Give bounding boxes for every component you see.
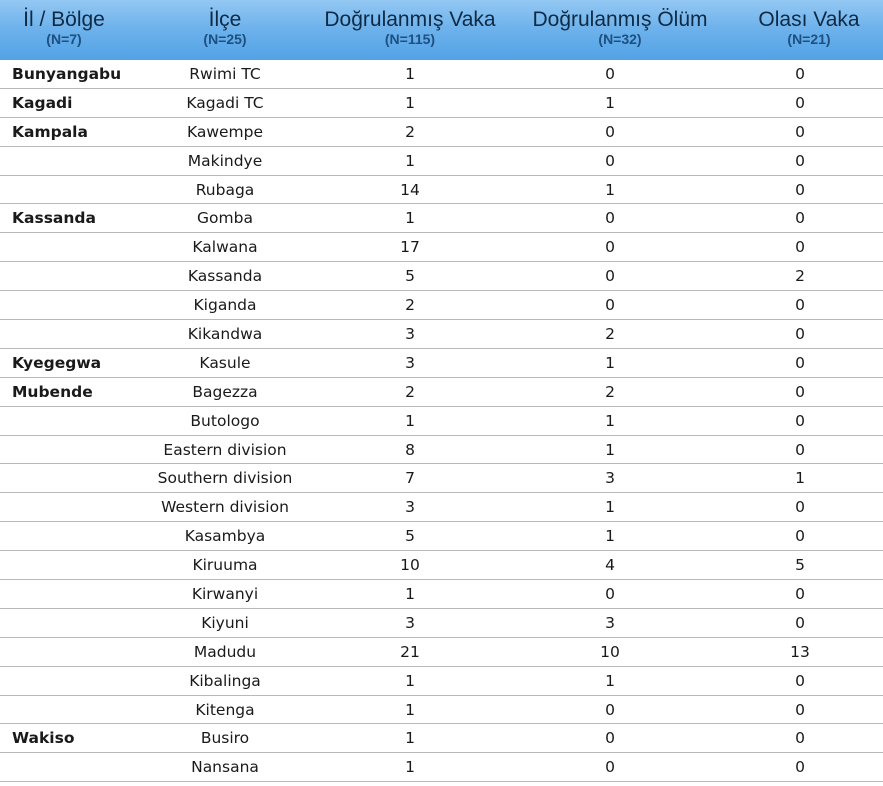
district-cell: Madudu <box>193 642 257 661</box>
confirmed-cases-cell: 1 <box>405 151 415 170</box>
table-row <box>0 89 883 118</box>
district-cell: Kiganda <box>193 296 257 315</box>
header-confirmed-deaths-title: Doğrulanmış Ölüm <box>532 8 708 31</box>
region-cell: Kampala <box>12 122 88 141</box>
table-row <box>0 233 883 262</box>
table-row <box>0 724 883 753</box>
header-confirmed-cases-count: (N=115) <box>384 31 436 47</box>
confirmed-deaths-cell: 1 <box>605 180 615 199</box>
table-row <box>0 464 883 493</box>
header-probable-cases-title: Olası Vaka <box>758 8 860 31</box>
confirmed-cases-cell: 1 <box>405 585 415 604</box>
confirmed-deaths-cell: 0 <box>605 296 615 315</box>
confirmed-deaths-cell: 0 <box>605 209 615 228</box>
probable-cases-cell: 0 <box>795 209 805 228</box>
table-row <box>0 522 883 551</box>
confirmed-cases-cell: 3 <box>405 325 415 344</box>
confirmed-cases-cell: 10 <box>400 556 420 575</box>
region-cell: Kassanda <box>12 209 96 228</box>
probable-cases-cell: 0 <box>795 613 805 632</box>
table-row <box>0 609 883 638</box>
probable-cases-cell: 0 <box>795 151 805 170</box>
confirmed-cases-cell: 2 <box>405 122 415 141</box>
confirmed-deaths-cell: 0 <box>605 267 615 286</box>
table-row <box>0 262 883 291</box>
table-row <box>0 291 883 320</box>
district-cell: Kirwanyi <box>191 585 259 604</box>
district-cell: Nansana <box>191 758 259 777</box>
confirmed-deaths-cell: 0 <box>605 122 615 141</box>
table-row <box>0 349 883 378</box>
confirmed-cases-cell: 5 <box>405 267 415 286</box>
table-row <box>0 696 883 725</box>
header-region-count: (N=7) <box>46 31 82 47</box>
confirmed-cases-cell: 2 <box>405 382 415 401</box>
header-confirmed-cases <box>300 0 520 60</box>
district-cell: Rwimi TC <box>189 65 261 83</box>
table-row <box>0 60 883 89</box>
probable-cases-cell: 13 <box>790 642 810 661</box>
district-cell: Kasule <box>199 353 251 372</box>
district-cell: Kalwana <box>192 238 258 257</box>
probable-cases-cell: 0 <box>795 498 805 517</box>
region-cell: Wakiso <box>12 729 75 748</box>
header-confirmed-deaths <box>510 0 730 60</box>
probable-cases-cell: 5 <box>795 556 805 575</box>
probable-cases-cell: 2 <box>795 267 805 286</box>
confirmed-deaths-cell: 0 <box>605 729 615 748</box>
confirmed-deaths-cell: 0 <box>605 151 615 170</box>
confirmed-cases-cell: 1 <box>405 700 415 719</box>
table-row <box>0 638 883 667</box>
probable-cases-cell: 0 <box>795 238 805 257</box>
district-cell: Busiro <box>200 729 250 748</box>
table-header <box>0 0 883 60</box>
confirmed-deaths-cell: 4 <box>605 556 615 575</box>
probable-cases-cell: 0 <box>795 700 805 719</box>
confirmed-cases-cell: 1 <box>405 209 415 228</box>
district-cell: Gomba <box>197 209 253 228</box>
confirmed-deaths-cell: 1 <box>605 498 615 517</box>
confirmed-deaths-cell: 2 <box>605 325 615 344</box>
table-row <box>0 378 883 407</box>
district-cell: Kiruuma <box>192 556 258 575</box>
confirmed-cases-cell: 3 <box>405 498 415 517</box>
confirmed-cases-cell: 1 <box>405 411 415 430</box>
confirmed-cases-cell: 7 <box>405 469 415 488</box>
header-confirmed-cases-title: Doğrulanmış Vaka <box>324 8 496 31</box>
probable-cases-cell: 0 <box>795 758 805 777</box>
header-probable-cases <box>735 0 883 60</box>
confirmed-cases-cell: 1 <box>405 758 415 777</box>
region-cell: Kagadi <box>12 93 73 112</box>
probable-cases-cell: 0 <box>795 440 805 459</box>
region-cell: Mubende <box>12 382 93 401</box>
region-cell: Kyegegwa <box>12 353 102 372</box>
probable-cases-cell: 0 <box>795 382 805 401</box>
district-cell: Bagezza <box>192 382 258 401</box>
confirmed-cases-cell: 3 <box>405 613 415 632</box>
confirmed-cases-cell: 2 <box>405 296 415 315</box>
confirmed-deaths-cell: 1 <box>605 411 615 430</box>
confirmed-deaths-cell: 3 <box>605 613 615 632</box>
district-cell: Kagadi TC <box>186 93 264 112</box>
table-row <box>0 407 883 436</box>
table-row <box>0 667 883 696</box>
confirmed-deaths-cell: 0 <box>605 700 615 719</box>
probable-cases-cell: 0 <box>795 411 805 430</box>
confirmed-deaths-cell: 0 <box>605 585 615 604</box>
confirmed-cases-cell: 1 <box>405 93 415 112</box>
table-row <box>0 551 883 580</box>
district-cell: Eastern division <box>163 440 287 459</box>
district-cell: Rubaga <box>195 180 255 199</box>
district-cell: Makindye <box>187 151 263 170</box>
confirmed-cases-cell: 21 <box>400 642 420 661</box>
district-cell: Kiyuni <box>201 613 249 632</box>
table-row <box>0 436 883 465</box>
probable-cases-cell: 0 <box>795 325 805 344</box>
confirmed-deaths-cell: 1 <box>605 440 615 459</box>
region-cell: Bunyangabu <box>12 65 122 83</box>
district-cell: Kitenga <box>195 700 255 719</box>
confirmed-deaths-cell: 1 <box>605 93 615 112</box>
confirmed-deaths-cell: 0 <box>605 65 615 83</box>
confirmed-cases-cell: 17 <box>400 238 420 257</box>
header-region <box>0 0 128 60</box>
confirmed-cases-cell: 1 <box>405 671 415 690</box>
header-district-count: (N=25) <box>203 31 247 47</box>
district-cell: Butologo <box>190 411 260 430</box>
confirmed-deaths-cell: 1 <box>605 353 615 372</box>
header-probable-cases-count: (N=21) <box>787 31 831 47</box>
table-row <box>0 204 883 233</box>
table-row <box>0 118 883 147</box>
confirmed-cases-cell: 14 <box>400 180 420 199</box>
confirmed-deaths-cell: 0 <box>605 758 615 777</box>
district-cell: Kibalinga <box>189 671 261 690</box>
district-cell: Kasambya <box>184 527 266 546</box>
header-confirmed-deaths-count: (N=32) <box>598 31 642 47</box>
confirmed-deaths-cell: 10 <box>600 642 620 661</box>
probable-cases-cell: 0 <box>795 296 805 315</box>
probable-cases-cell: 0 <box>795 353 805 372</box>
district-cell: Southern division <box>157 469 293 488</box>
probable-cases-cell: 0 <box>795 527 805 546</box>
district-cell: Kawempe <box>186 122 264 141</box>
confirmed-deaths-cell: 1 <box>605 527 615 546</box>
probable-cases-cell: 0 <box>795 65 805 83</box>
confirmed-cases-cell: 1 <box>405 65 415 83</box>
table-row <box>0 753 883 782</box>
header-district <box>128 0 322 60</box>
district-cell: Kassanda <box>187 267 263 286</box>
confirmed-cases-cell: 3 <box>405 353 415 372</box>
confirmed-deaths-cell: 1 <box>605 671 615 690</box>
confirmed-cases-cell: 5 <box>405 527 415 546</box>
table-body <box>0 60 883 782</box>
district-cell: Kikandwa <box>187 325 263 344</box>
district-cell: Western division <box>161 498 289 517</box>
table-row <box>0 147 883 176</box>
confirmed-cases-cell: 8 <box>405 440 415 459</box>
probable-cases-cell: 0 <box>795 180 805 199</box>
table-row <box>0 580 883 609</box>
probable-cases-cell: 0 <box>795 585 805 604</box>
probable-cases-cell: 0 <box>795 93 805 112</box>
table-row <box>0 320 883 349</box>
confirmed-deaths-cell: 2 <box>605 382 615 401</box>
table-row <box>0 493 883 522</box>
header-region-title: İl / Bölge <box>23 8 105 31</box>
probable-cases-cell: 1 <box>795 469 805 488</box>
confirmed-deaths-cell: 0 <box>605 238 615 257</box>
probable-cases-cell: 0 <box>795 671 805 690</box>
header-district-title: İlçe <box>208 8 242 31</box>
confirmed-cases-cell: 1 <box>405 729 415 748</box>
probable-cases-cell: 0 <box>795 122 805 141</box>
table-row <box>0 176 883 205</box>
probable-cases-cell: 0 <box>795 729 805 748</box>
confirmed-deaths-cell: 3 <box>605 469 615 488</box>
